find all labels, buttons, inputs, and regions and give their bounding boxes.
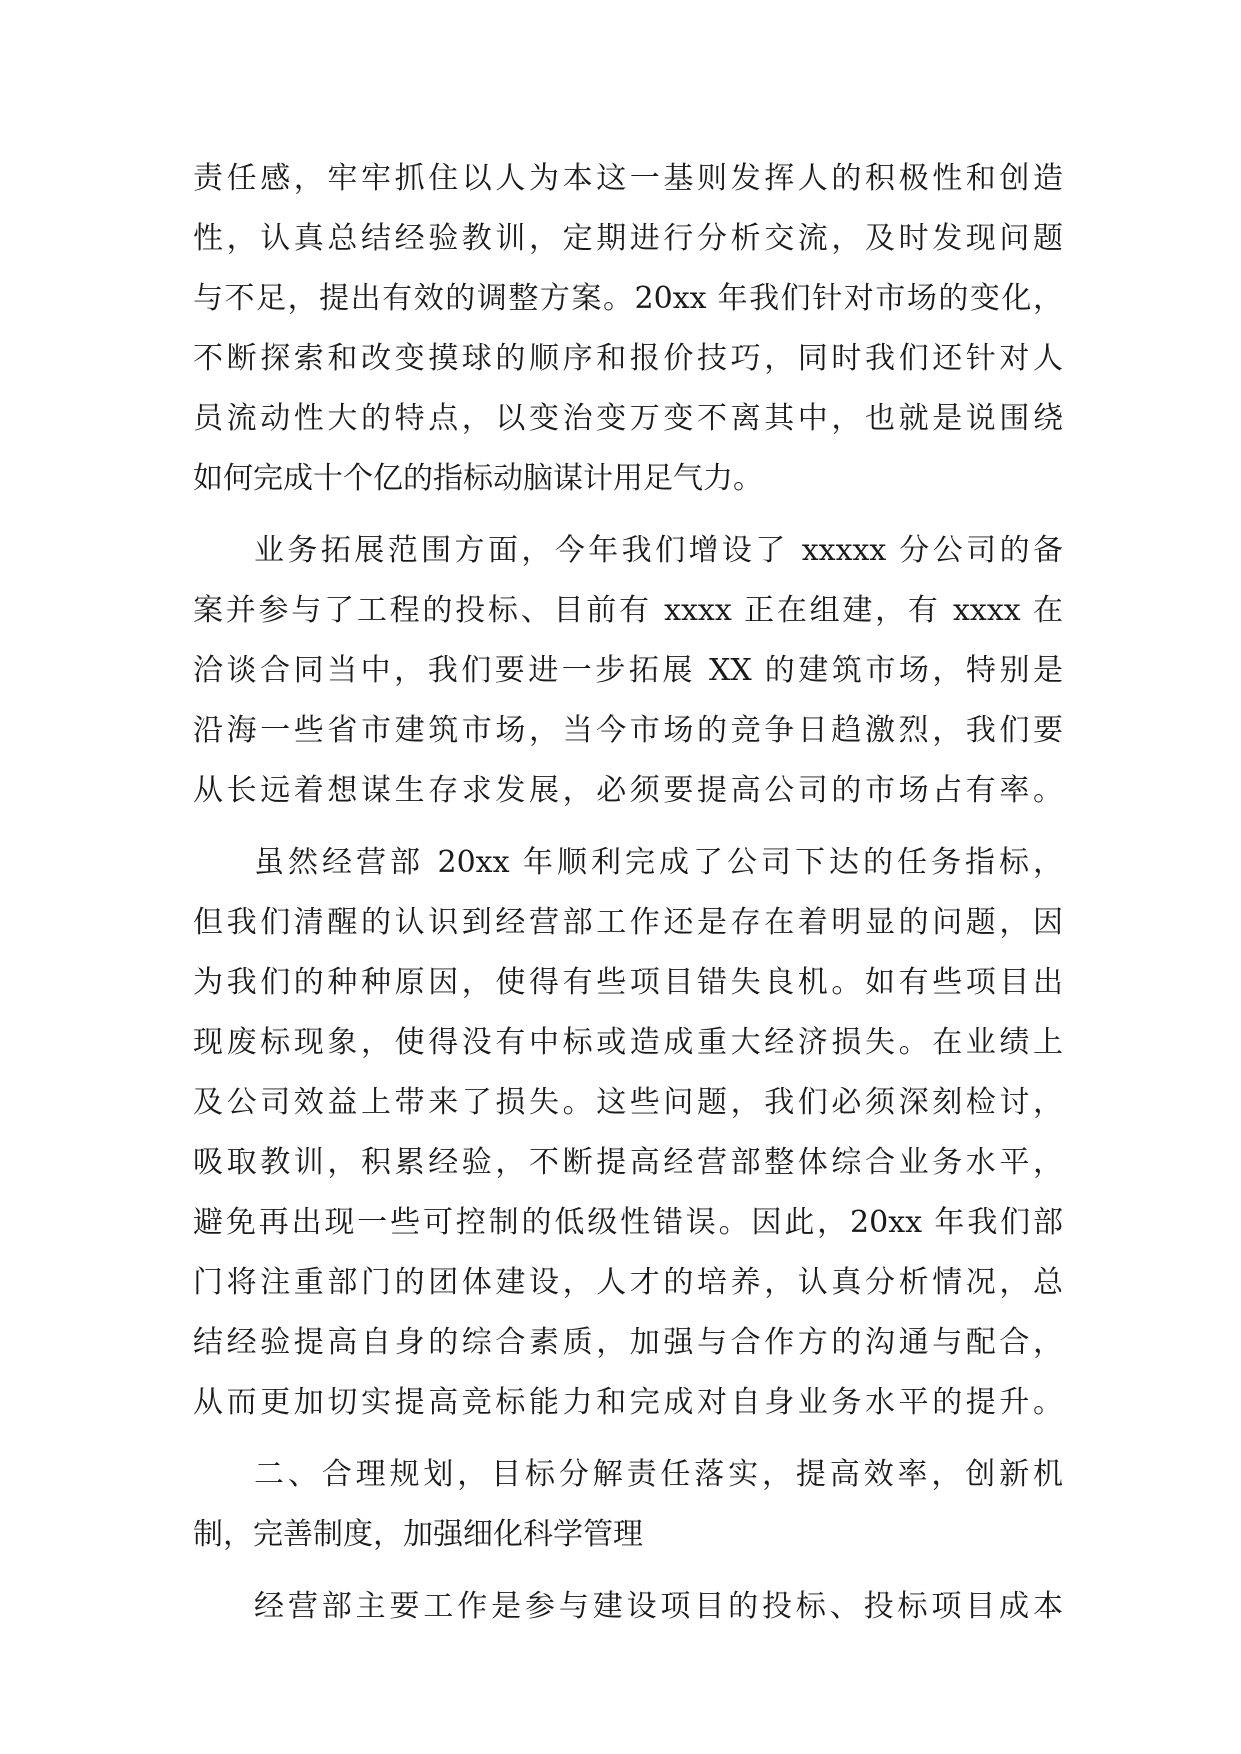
body-text-line: 从而更加切实提高竞标能力和完成对自身业务水平的提升。 (193, 1385, 1063, 1420)
body-text-line: 责任感，牢牢抓住以人为本这一基则发挥人的积极性和创造 (193, 161, 1063, 196)
body-text-line: 从长远着想谋生存求发展，必须要提高公司的市场占有率。 (193, 773, 1063, 808)
body-text-line: 沿海一些省市建筑市场，当今市场的竞争日趋激烈，我们要 (193, 713, 1063, 748)
body-text-line: 避免再出现一些可控制的低级性错误。因此，20xx 年我们部 (193, 1205, 1063, 1240)
body-text-line: 洽谈合同当中，我们要进一步拓展 XX 的建筑市场，特别是 (193, 653, 1063, 688)
body-text-line: 吸取教训，积累经验，不断提高经营部整体综合业务水平， (193, 1145, 1063, 1180)
body-text-line: 及公司效益上带来了损失。这些问题，我们必须深刻检讨， (193, 1085, 1063, 1120)
body-text-line: 如何完成十个亿的指标动脑谋计用足气力。 (193, 461, 763, 496)
section-heading-line: 二、合理规划，目标分解责任落实，提高效率，创新机 (254, 1457, 1063, 1492)
body-text-line: 门将注重部门的团体建设，人才的培养，认真分析情况，总 (193, 1265, 1063, 1300)
body-text-line: 与不足，提出有效的调整方案。20xx 年我们针对市场的变化， (193, 281, 1063, 316)
body-text-line: 案并参与了工程的投标、目前有 xxxx 正在组建，有 xxxx 在 (193, 593, 1063, 628)
body-text-line: 但我们清醒的认识到经营部工作还是存在着明显的问题，因 (193, 905, 1063, 940)
paragraph-first-line: 业务拓展范围方面，今年我们增设了 xxxxx 分公司的备 (254, 533, 1063, 568)
paragraph-first-line: 经营部主要工作是参与建设项目的投标、投标项目成本 (254, 1589, 1063, 1624)
body-text-line: 现废标现象，使得没有中标或造成重大经济损失。在业绩上 (193, 1025, 1063, 1060)
body-text-line: 不断探索和改变摸球的顺序和报价技巧，同时我们还针对人 (193, 341, 1063, 376)
section-heading-line: 制，完善制度，加强细化科学管理 (193, 1517, 643, 1552)
paragraph-first-line: 虽然经营部 20xx 年顺利完成了公司下达的任务指标， (254, 845, 1063, 880)
body-text-line: 性，认真总结经验教训，定期进行分析交流，及时发现问题 (193, 221, 1063, 256)
body-text-line: 员流动性大的特点，以变治变万变不离其中，也就是说围绕 (193, 401, 1063, 436)
body-text-line: 结经验提高自身的综合素质，加强与合作方的沟通与配合， (193, 1325, 1063, 1360)
body-text-line: 为我们的种种原因，使得有些项目错失良机。如有些项目出 (193, 965, 1063, 1000)
